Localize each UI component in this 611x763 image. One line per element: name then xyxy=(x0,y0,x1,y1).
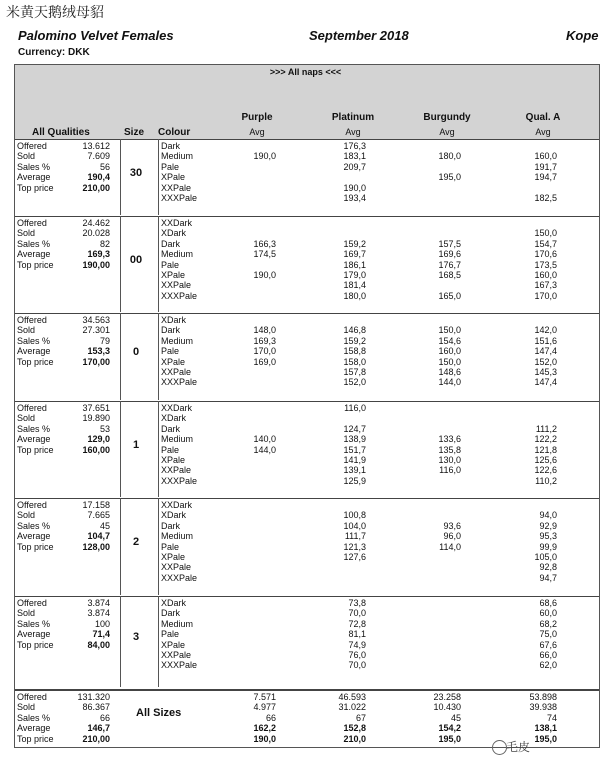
platinum-value: 152,0 xyxy=(343,377,366,388)
stat-value: 82 xyxy=(99,238,110,249)
colour-label: XXDark xyxy=(161,500,193,510)
stat-label: Sold xyxy=(17,608,36,619)
platinum-value: 73,8 xyxy=(348,598,366,608)
quala-value: 160,0 xyxy=(534,270,557,280)
colour-label: XPale xyxy=(161,270,186,280)
total-burgundy-value: 10.430 xyxy=(433,702,461,713)
colour-label: Medium xyxy=(161,249,194,260)
colour-label: Dark xyxy=(161,238,181,249)
stat-label: Average xyxy=(17,629,51,640)
platinum-value: 121,3 xyxy=(343,541,366,552)
total-stat-label: Sold xyxy=(17,702,36,713)
colour-header: Colour xyxy=(158,127,191,138)
colour-label: XPale xyxy=(161,552,186,562)
stat-label: Sold xyxy=(17,413,36,424)
platinum-value: 127,6 xyxy=(343,552,366,562)
platinum-value: 100,8 xyxy=(343,510,366,521)
stat-value: 53 xyxy=(99,423,110,434)
total-burgundy-value: 154,2 xyxy=(438,723,461,734)
row-separator xyxy=(15,313,599,314)
quala-value: 68,2 xyxy=(539,618,557,629)
report-title: Palomino Velvet Females xyxy=(18,28,174,43)
colour-label: XPale xyxy=(161,455,186,465)
platinum-value: 81,1 xyxy=(348,629,366,640)
quala-value: 191,7 xyxy=(534,161,557,172)
quala-value: 194,7 xyxy=(534,172,557,183)
colour-label: Medium xyxy=(161,531,194,542)
colour-label: Pale xyxy=(161,259,180,270)
stat-label: Top price xyxy=(17,444,54,455)
quala-value: 94,7 xyxy=(539,572,557,583)
total-platinum-value: 152,8 xyxy=(343,723,366,734)
quala-value: 152,0 xyxy=(534,356,557,367)
total-stat-label: Offered xyxy=(17,692,47,702)
total-purple-value: 7.571 xyxy=(253,692,276,702)
burgundy-value: 114,0 xyxy=(439,541,461,552)
currency-label: Currency: DKK xyxy=(18,47,90,58)
burgundy-value: 148,6 xyxy=(438,367,461,377)
total-platinum-value: 67 xyxy=(355,712,366,723)
stat-label: Sales % xyxy=(17,423,51,434)
burgundy-value: 116,0 xyxy=(439,465,461,476)
quala-value: 182,5 xyxy=(534,193,557,203)
total-burgundy-value: 195,0 xyxy=(438,733,461,744)
burgundy-value: 195,0 xyxy=(438,172,461,183)
platinum-value: 76,0 xyxy=(348,650,366,660)
quala-value: 68,6 xyxy=(539,598,557,608)
total-stat-value: 86.367 xyxy=(82,702,110,713)
colour-label: Pale xyxy=(161,541,180,552)
row-separator xyxy=(15,139,599,140)
purple-value: 140,0 xyxy=(253,434,276,445)
size-value: 30 xyxy=(129,166,143,179)
burgundy-value: 168,5 xyxy=(438,270,461,280)
total-stat-value: 146,7 xyxy=(87,723,110,734)
platinum-value: 193,4 xyxy=(343,193,366,203)
stat-value: 170,00 xyxy=(82,356,110,367)
platinum-value: 190,0 xyxy=(343,182,366,193)
quala-value: 60,0 xyxy=(539,608,557,619)
colour-label: XXXPale xyxy=(161,660,198,671)
stat-value: 56 xyxy=(99,161,110,172)
total-purple-value: 66 xyxy=(265,712,276,723)
quala-value: 111,2 xyxy=(535,423,557,434)
platinum-header: Platinum xyxy=(331,112,375,123)
quala-sub-header: Avg xyxy=(535,127,551,137)
quala-value: 94,0 xyxy=(539,510,557,521)
total-quala-value: 39.938 xyxy=(529,702,557,713)
purple-value: 144,0 xyxy=(253,444,276,455)
stat-label: Top price xyxy=(17,541,54,552)
stat-label: Sales % xyxy=(17,161,51,172)
stat-label: Sold xyxy=(17,325,36,336)
platinum-value: 183,1 xyxy=(343,151,366,162)
quala-value: 99,9 xyxy=(539,541,557,552)
quala-value: 151,6 xyxy=(534,335,557,346)
quala-value: 142,0 xyxy=(534,325,557,336)
quala-value: 66,0 xyxy=(539,650,557,660)
colour-label: XXPale xyxy=(161,650,192,660)
colour-label: Pale xyxy=(161,346,180,357)
quala-value: 95,3 xyxy=(539,531,557,542)
colour-label: XDark xyxy=(161,598,187,608)
burgundy-value: 144,0 xyxy=(438,377,461,388)
platinum-value: 141,9 xyxy=(343,455,366,465)
stat-label: Average xyxy=(17,531,51,542)
colour-label: XXXPale xyxy=(161,377,198,388)
watermark-text: 毛皮 xyxy=(506,740,531,754)
colour-label: XPale xyxy=(161,172,186,183)
platinum-value: 158,0 xyxy=(343,356,366,367)
total-burgundy-value: 23.258 xyxy=(433,692,461,702)
burgundy-header: Burgundy xyxy=(423,112,471,123)
platinum-value: 180,0 xyxy=(343,290,366,301)
quala-value: 154,7 xyxy=(534,238,557,249)
total-stat-value: 210,00 xyxy=(82,733,110,744)
purple-sub-header: Avg xyxy=(249,127,265,137)
stat-label: Average xyxy=(17,346,51,357)
stat-value: 104,7 xyxy=(87,531,110,542)
total-stat-value: 66 xyxy=(99,712,110,723)
stat-label: Sold xyxy=(17,228,36,239)
stat-label: Offered xyxy=(17,141,47,151)
size-col-divider-right xyxy=(158,313,159,400)
stat-label: Offered xyxy=(17,403,47,413)
total-burgundy-value: 45 xyxy=(450,712,461,723)
quala-value: 92,8 xyxy=(539,562,557,573)
stat-value: 3.874 xyxy=(87,598,110,608)
colour-label: Medium xyxy=(161,335,194,346)
colour-label: Medium xyxy=(161,434,194,445)
stat-label: Offered xyxy=(17,218,47,228)
colour-label: XXDark xyxy=(161,403,193,413)
colour-label: XDark xyxy=(161,510,187,521)
total-quala-value: 195,0 xyxy=(534,733,557,744)
wechat-icon xyxy=(492,740,507,755)
totals-separator xyxy=(15,689,599,691)
total-quala-value: 74 xyxy=(546,712,557,723)
stat-value: 34.563 xyxy=(82,315,110,325)
colour-label: XXXPale xyxy=(161,475,198,486)
platinum-value: 125,9 xyxy=(343,475,366,486)
quala-value: 122,2 xyxy=(534,434,557,445)
stat-value: 169,3 xyxy=(87,249,110,260)
row-separator xyxy=(15,401,599,402)
stat-value: 190,4 xyxy=(87,172,110,183)
platinum-value: 169,7 xyxy=(343,249,366,260)
quala-value: 147,4 xyxy=(534,377,557,388)
platinum-value: 138,9 xyxy=(343,434,366,445)
stat-label: Average xyxy=(17,172,51,183)
quala-value: 75,0 xyxy=(539,629,557,640)
total-platinum-value: 31.022 xyxy=(338,702,366,713)
burgundy-sub-header: Avg xyxy=(439,127,455,137)
colour-label: Pale xyxy=(161,444,180,455)
stat-label: Sales % xyxy=(17,238,51,249)
quala-value: 67,6 xyxy=(539,639,557,650)
size-col-divider-right xyxy=(158,498,159,595)
colour-label: Pale xyxy=(161,161,180,172)
quala-header: Qual. A xyxy=(525,112,561,123)
burgundy-value: 133,6 xyxy=(438,434,461,445)
platinum-value: 124,7 xyxy=(343,423,366,434)
size-value: 0 xyxy=(132,346,140,358)
all-sizes-label: All Sizes xyxy=(136,707,182,719)
stat-label: Sales % xyxy=(17,618,51,629)
stat-label: Average xyxy=(17,249,51,260)
total-stat-label: Top price xyxy=(17,733,54,744)
platinum-value: 159,2 xyxy=(343,335,366,346)
quala-value: 92,9 xyxy=(539,520,557,531)
purple-value: 169,3 xyxy=(253,335,276,346)
burgundy-value: 160,0 xyxy=(438,346,461,357)
quala-value: 110,2 xyxy=(535,475,557,486)
total-stat-label: Average xyxy=(17,723,51,734)
image-caption: 米黄天鹅绒母貂 xyxy=(6,5,104,21)
platinum-value: 181,4 xyxy=(343,280,366,291)
burgundy-value: 154,6 xyxy=(438,335,461,346)
stat-label: Top price xyxy=(17,182,54,193)
total-stat-value: 131.320 xyxy=(77,692,110,702)
colour-label: XPale xyxy=(161,639,186,650)
colour-label: XDark xyxy=(161,228,187,239)
total-quala-value: 138,1 xyxy=(534,723,557,734)
burgundy-value: 165,0 xyxy=(438,290,461,301)
quala-value: 145,3 xyxy=(534,367,557,377)
platinum-sub-header: Avg xyxy=(345,127,361,137)
colour-label: Dark xyxy=(161,520,181,531)
colour-label: XDark xyxy=(161,413,187,424)
stat-value: 24.462 xyxy=(82,218,110,228)
burgundy-value: 130,0 xyxy=(438,455,461,465)
quala-value: 62,0 xyxy=(539,660,557,671)
purple-header: Purple xyxy=(241,112,273,123)
stat-label: Top price xyxy=(17,639,54,650)
platinum-value: 74,9 xyxy=(348,639,366,650)
row-separator xyxy=(15,596,599,597)
colour-label: XXPale xyxy=(161,367,192,377)
stat-label: Offered xyxy=(17,500,47,510)
stat-label: Average xyxy=(17,434,51,445)
platinum-value: 157,8 xyxy=(343,367,366,377)
size-value: 2 xyxy=(132,536,140,548)
total-platinum-value: 210,0 xyxy=(343,733,366,744)
stat-value: 100 xyxy=(94,618,110,629)
platinum-value: 104,0 xyxy=(343,520,366,531)
colour-label: XXPale xyxy=(161,182,192,193)
stat-label: Top price xyxy=(17,259,54,270)
quala-value: 167,3 xyxy=(534,280,557,291)
platinum-value: 139,1 xyxy=(343,465,366,476)
all-qualities-header: All Qualities xyxy=(32,127,90,138)
size-col-divider-right xyxy=(158,139,159,215)
stat-label: Offered xyxy=(17,315,47,325)
stat-value: 19.890 xyxy=(82,413,110,424)
platinum-value: 72,8 xyxy=(348,618,366,629)
colour-label: Medium xyxy=(161,618,194,629)
colour-label: XDark xyxy=(161,315,187,325)
colour-label: XXPale xyxy=(161,280,192,291)
row-separator xyxy=(15,216,599,217)
stat-value: 17.158 xyxy=(82,500,110,510)
platinum-value: 186,1 xyxy=(343,259,366,270)
stat-value: 20.028 xyxy=(82,228,110,239)
quala-value: 147,4 xyxy=(534,346,557,357)
burgundy-value: 150,0 xyxy=(438,356,461,367)
report-month: September 2018 xyxy=(309,28,409,43)
total-platinum-value: 46.593 xyxy=(338,692,366,702)
platinum-value: 70,0 xyxy=(348,660,366,671)
size-col-divider-right xyxy=(158,401,159,497)
naps-heading: >>> All naps <<< xyxy=(269,67,342,77)
quala-value: 125,6 xyxy=(534,455,557,465)
colour-label: XXXPale xyxy=(161,290,198,301)
purple-value: 166,3 xyxy=(253,238,276,249)
stat-value: 13.612 xyxy=(82,141,110,151)
colour-label: Dark xyxy=(161,423,181,434)
quala-value: 170,6 xyxy=(534,249,557,260)
quala-value: 173,5 xyxy=(534,259,557,270)
colour-label: XXPale xyxy=(161,465,192,476)
size-value: 00 xyxy=(129,253,143,266)
size-value: 3 xyxy=(132,631,140,643)
quala-value: 121,8 xyxy=(534,444,557,455)
colour-label: Dark xyxy=(161,141,181,151)
stat-label: Sales % xyxy=(17,520,51,531)
purple-value: 169,0 xyxy=(253,356,276,367)
quala-value: 170,0 xyxy=(534,290,557,301)
colour-label: XXPale xyxy=(161,562,192,573)
stat-value: 37.651 xyxy=(82,403,110,413)
report-place: Kope xyxy=(566,28,599,43)
stat-value: 160,00 xyxy=(82,444,110,455)
stat-value: 7.609 xyxy=(87,151,110,162)
row-separator xyxy=(15,498,599,499)
burgundy-value: 180,0 xyxy=(438,151,461,162)
burgundy-value: 135,8 xyxy=(438,444,461,455)
burgundy-value: 93,6 xyxy=(443,520,461,531)
colour-label: Pale xyxy=(161,629,180,640)
stat-value: 27.301 xyxy=(82,325,110,336)
stat-value: 153,3 xyxy=(87,346,110,357)
quala-value: 160,0 xyxy=(534,151,557,162)
stat-label: Offered xyxy=(17,598,47,608)
burgundy-value: 96,0 xyxy=(443,531,461,542)
stat-label: Sold xyxy=(17,510,36,521)
size-header: Size xyxy=(124,127,145,138)
stat-value: 3.874 xyxy=(87,608,110,619)
total-purple-value: 190,0 xyxy=(253,733,276,744)
platinum-value: 116,0 xyxy=(344,403,366,413)
platinum-value: 146,8 xyxy=(343,325,366,336)
colour-label: XXXPale xyxy=(161,193,198,203)
purple-value: 190,0 xyxy=(253,151,276,162)
colour-label: XXXPale xyxy=(161,572,198,583)
colour-label: Dark xyxy=(161,608,181,619)
platinum-value: 179,0 xyxy=(343,270,366,280)
stat-label: Sold xyxy=(17,151,36,162)
purple-value: 148,0 xyxy=(253,325,276,336)
colour-label: Dark xyxy=(161,325,181,336)
purple-value: 190,0 xyxy=(253,270,276,280)
platinum-value: 158,8 xyxy=(343,346,366,357)
total-purple-value: 162,2 xyxy=(253,723,276,734)
colour-label: Medium xyxy=(161,151,194,162)
quala-value: 122,6 xyxy=(534,465,557,476)
stat-value: 190,00 xyxy=(82,259,110,270)
burgundy-value: 150,0 xyxy=(438,325,461,336)
stat-value: 45 xyxy=(99,520,110,531)
size-value: 1 xyxy=(132,438,140,451)
total-stat-label: Sales % xyxy=(17,712,51,723)
platinum-value: 159,2 xyxy=(343,238,366,249)
stat-value: 129,0 xyxy=(87,434,110,445)
platinum-value: 70,0 xyxy=(348,608,366,619)
burgundy-value: 176,7 xyxy=(438,259,461,270)
stat-label: Sales % xyxy=(17,335,51,346)
quala-value: 150,0 xyxy=(534,228,557,239)
stat-value: 79 xyxy=(99,335,110,346)
purple-value: 170,0 xyxy=(253,346,276,357)
stat-value: 71,4 xyxy=(92,629,110,640)
burgundy-value: 157,5 xyxy=(438,238,461,249)
purple-value: 174,5 xyxy=(253,249,276,260)
size-col-divider-right xyxy=(158,216,159,312)
stat-value: 210,00 xyxy=(82,182,110,193)
stat-value: 128,00 xyxy=(82,541,110,552)
quala-value: 105,0 xyxy=(534,552,557,562)
platinum-value: 209,7 xyxy=(343,161,366,172)
stat-value: 84,00 xyxy=(87,639,110,650)
size-col-divider-right xyxy=(158,596,159,687)
colour-label: XPale xyxy=(161,356,186,367)
colour-label: XXDark xyxy=(161,218,193,228)
total-purple-value: 4.977 xyxy=(253,702,276,713)
stat-label: Top price xyxy=(17,356,54,367)
platinum-value: 111,7 xyxy=(344,531,366,542)
total-quala-value: 53.898 xyxy=(529,692,557,702)
stat-value: 7.665 xyxy=(87,510,110,521)
platinum-value: 151,7 xyxy=(343,444,366,455)
burgundy-value: 169,6 xyxy=(438,249,461,260)
platinum-value: 176,3 xyxy=(343,141,366,151)
